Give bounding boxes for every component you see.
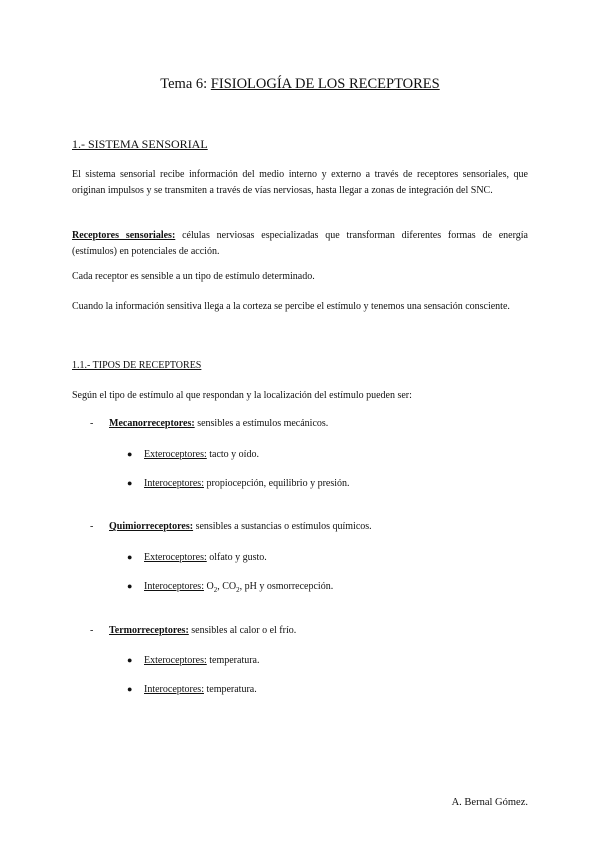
item-label: Exteroceptores: (144, 655, 207, 666)
category-desc: sensibles a sustancias o estímulos químicos. (193, 521, 372, 532)
item-text-o2: O (203, 581, 214, 592)
item-text: olfato y gusto. (206, 552, 267, 563)
category-desc: sensibles al calor o el frío. (188, 625, 297, 636)
author-signature: A. Bernal Gómez. (451, 797, 528, 808)
list-item (127, 578, 333, 598)
category-termorreceptores (90, 623, 296, 639)
bullet-icon: ● (127, 478, 133, 488)
category-name: Termorreceptores: (109, 625, 189, 636)
paragraph-cada-receptor: Cada receptor es sensible a un tipo de estímulo determinado. (72, 271, 315, 282)
bullet-icon: ● (127, 552, 133, 562)
section-heading-tipos-receptores: 1.1.- TIPOS DE RECEPTORES (72, 360, 202, 371)
item-label: Interoceptores: (144, 684, 204, 695)
item-text: temperatura. (206, 655, 260, 666)
list-item (127, 475, 350, 492)
item-text: temperatura. (203, 684, 257, 695)
item-text: propiocepción, equilibrio y presión. (203, 478, 350, 489)
list-item (127, 446, 259, 463)
receptores-label: Receptores sensoriales: (72, 230, 176, 241)
category-desc: sensibles a estímulos mecánicos. (194, 418, 329, 429)
category-name: Mecanorreceptores: (109, 418, 195, 429)
item-text: tacto y oído. (206, 449, 259, 460)
paragraph-intro: El sistema sensorial recibe información del medio interno y externo a través de receptores sensoriales, que originan impulsos y se transmiten a través de vías nerviosas, hasta llegar a zonas de integración del SNC. (72, 169, 528, 196)
title-main: FISIOLOGÍA DE LOS RECEPTORES (210, 76, 440, 92)
document-title (0, 76, 600, 93)
item-text-rest: , pH y osmorrecepción. (239, 581, 334, 592)
title-prefix: Tema 6: (160, 76, 211, 92)
item-label: Exteroceptores: (144, 449, 207, 460)
item-text-co2: , CO (217, 581, 237, 592)
dash-marker: - (90, 521, 94, 532)
subscript-2: 2 (213, 586, 218, 594)
paragraph-receptores (72, 228, 528, 260)
list-item (127, 652, 260, 669)
receptores-text: células nerviosas especializadas que transforman diferentes formas de energía (estímulos) en potenciales de acción. (72, 230, 528, 257)
category-quimiorreceptores (90, 519, 372, 535)
section-heading-sistema-sensorial: 1.- SISTEMA SENSORIAL (72, 137, 208, 151)
list-item (127, 681, 257, 698)
paragraph-tipos-intro: Según el tipo de estímulo al que respondan y la localización del estímulo pueden ser: (72, 390, 412, 401)
category-name: Quimiorreceptores: (109, 521, 194, 532)
bullet-icon: ● (127, 655, 133, 665)
item-label: Exteroceptores: (144, 552, 207, 563)
item-label: Interoceptores: (144, 581, 204, 592)
subscript-2: 2 (236, 586, 240, 594)
dash-marker: - (90, 418, 94, 429)
bullet-icon: ● (127, 449, 133, 459)
item-label: Interoceptores: (144, 478, 204, 489)
bullet-icon: ● (127, 581, 133, 591)
list-item (127, 549, 267, 566)
bullet-icon: ● (127, 684, 133, 694)
category-mecanorreceptores (90, 416, 328, 432)
paragraph-cuando: Cuando la información sensitiva llega a la corteza se percibe el estímulo y tenemos una sensación consciente. (72, 301, 510, 312)
dash-marker: - (90, 625, 94, 636)
